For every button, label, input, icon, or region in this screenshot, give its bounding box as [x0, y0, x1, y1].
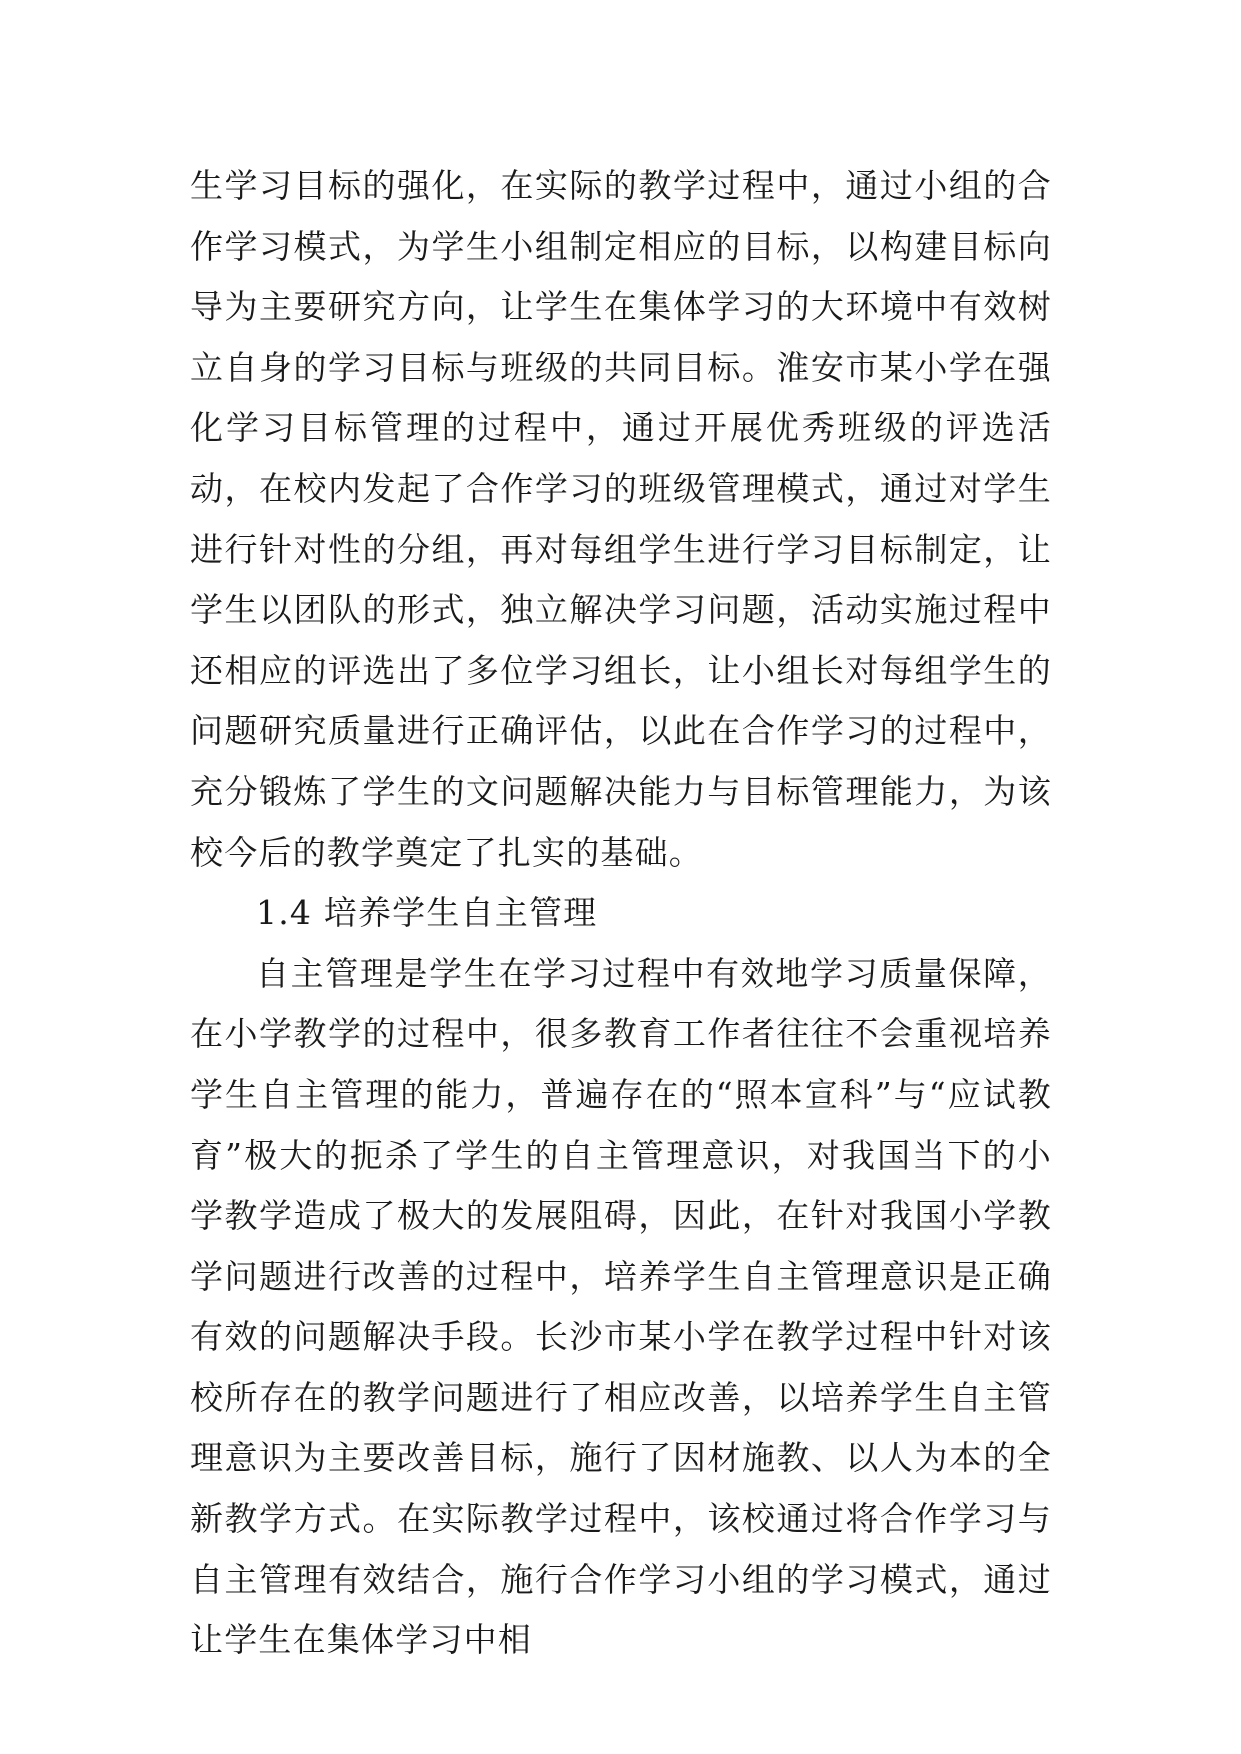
- paragraph-body: 自主管理是学生在学习过程中有效地学习质量保障，在小学教学的过程中，很多教育工作者往往不会重视培养学生自主管理的能力，普遍存在的“照本宣科”与“应试教育”极大的扼杀了学生的自主管理意识，对我国当下的小学教学造成了极大的发展阻碍，因此，在针对我国小学教学问题进行改善的过程中，培养学生自主管理意识是正确有效的问题解决手段。长沙市某小学在教学过程中针对该校所存在的教学问题进行了相应改善，以培养学生自主管理意识为主要改善目标，施行了因材施教、以人为本的全新教学方式。在实际教学过程中，该校通过将合作学习与自主管理有效结合，施行合作学习小组的学习模式，通过让学生在集体学习中相: [190, 953, 1052, 1660]
- section-heading: 1.4 培养学生自主管理: [256, 893, 598, 933]
- document-page: [190, 156, 1052, 1671]
- paragraph-continuation: 生学习目标的强化，在实际的教学过程中，通过小组的合作学习模式，为学生小组制定相应的目标，以构建目标向导为主要研究方向，让学生在集体学习的大环境中有效树立自身的学习目标与班级的共同目标。淮安市某小学在强化学习目标管理的过程中，通过开展优秀班级的评选活动，在校内发起了合作学习的班级管理模式，通过对学生进行针对性的分组，再对每组学生进行学习目标制定，让学生以团队的形式，独立解决学习问题，活动实施过程中还相应的评选出了多位学习组长，让小组长对每组学生的问题研究质量进行正确评估，以此在合作学习的过程中，充分锻炼了学生的文问题解决能力与目标管理能力，为该校今后的教学奠定了扎实的基础。: [190, 166, 1052, 872]
